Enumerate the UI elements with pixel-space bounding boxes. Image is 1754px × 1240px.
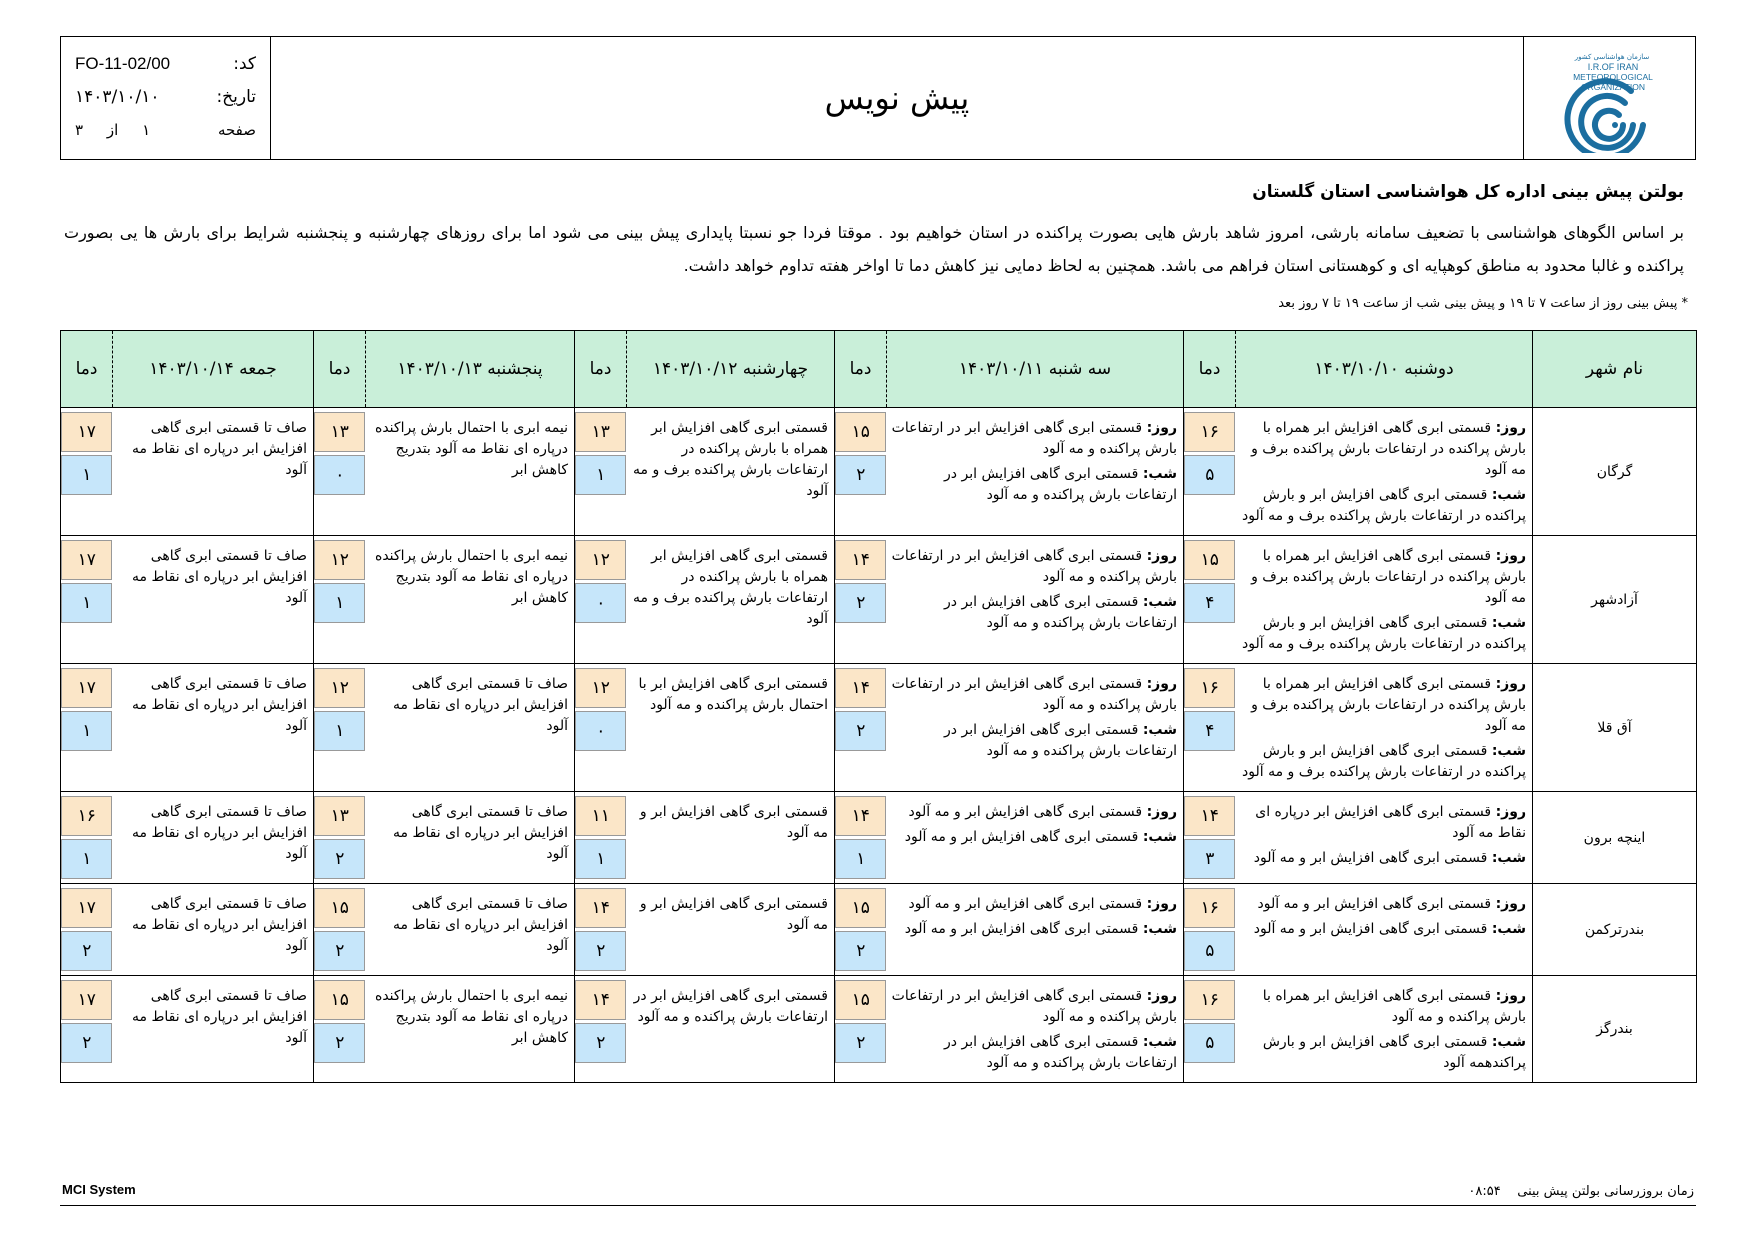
table-row [61,884,1697,976]
temperature-cell [314,884,366,976]
forecast-description [627,408,835,536]
min-temperature: ۵ [1184,1023,1235,1063]
forecast-description [1236,976,1533,1083]
night-forecast [1240,919,1527,940]
max-temperature: ۱۴ [835,668,886,708]
forecast-text: صاف تا قسمتی ابری گاهی افزایش ابر درپاره ای نقاط مه آلود [393,676,568,734]
max-temperature: ۱۳ [314,796,365,836]
temperature-cell [835,792,887,884]
night-label: شب: [1142,594,1177,610]
forecast-description [113,408,314,536]
day-label: روز: [1146,896,1177,912]
forecast-description [113,792,314,884]
logo [1523,37,1695,159]
day-text: قسمتی ابری گاهی افزایش ابر همراه با بارش پراکنده و مه آلود [1262,988,1526,1025]
page-row [75,113,256,146]
temperature-cell [1184,976,1236,1083]
max-temperature: ۱۴ [1184,796,1235,836]
night-label: شب: [1491,850,1526,866]
max-temperature: ۱۲ [575,540,626,580]
forecast-description [113,536,314,664]
forecast-description [627,664,835,792]
min-temperature: ۴ [1184,583,1235,623]
night-text: قسمتی ابری گاهی افزایش ابر و مه آلود [904,829,1139,845]
forecast-description [366,976,575,1083]
max-temperature: ۱۷ [61,412,112,452]
forecast-description [1236,884,1533,976]
min-temperature: ۲ [835,1023,886,1063]
night-forecast [1240,1032,1527,1074]
table-body [61,408,1697,1083]
night-label: شب: [1491,1034,1526,1050]
max-temperature: ۱۲ [314,540,365,580]
min-temperature: ۰ [575,583,626,623]
max-temperature: ۱۷ [61,888,112,928]
forecast-text: نیمه ابری با احتمال بارش پراکنده درپاره ای نقاط مه آلود بتدریج کاهش ابر [375,420,568,478]
min-temperature: ۲ [835,931,886,971]
temperature-cell [314,976,366,1083]
forecast-description [627,792,835,884]
day-label: روز: [1495,804,1526,820]
min-temperature: ۲ [835,583,886,623]
max-temperature: ۱۵ [835,412,886,452]
footer-divider [60,1205,1696,1206]
min-temperature: ۱ [61,711,112,751]
night-text: قسمتی ابری گاهی افزایش ابر در ارتفاعات بارش پراکنده و مه آلود [944,594,1177,631]
day-label: روز: [1146,548,1177,564]
forecast-description [1236,792,1533,884]
day-label: روز: [1495,896,1526,912]
day-text: قسمتی ابری گاهی افزایش ابر و مه آلود [908,804,1143,820]
forecast-description [887,408,1184,536]
forecast-description [1236,536,1533,664]
date-row [75,80,256,113]
city-name: اینچه برون [1533,792,1697,884]
forecast-text: قسمتی ابری گاهی افزایش ابر همراه با بارش پراکنده در ارتفاعات بارش پراکنده برف و مه آلود [633,548,828,627]
forecast-text: قسمتی ابری گاهی افزایش ابر و مه آلود [639,804,828,841]
night-label: شب: [1142,466,1177,482]
day-forecast [891,802,1178,823]
day-label: روز: [1495,548,1526,564]
forecast-description [887,976,1184,1083]
bulletin-title: بولتن پیش بینی اداره کل هواشناسی استان گلستان [1252,182,1684,202]
night-text: قسمتی ابری گاهی افزایش ابر و بارش پراکنده در ارتفاعات بارش پراکنده برف و مه آلود [1242,487,1526,524]
night-text: قسمتی ابری گاهی افزایش ابر در ارتفاعات بارش پراکنده و مه آلود [944,722,1177,759]
min-temperature: ۲ [835,711,886,751]
min-temperature: ۱ [314,583,365,623]
max-temperature: ۱۴ [575,888,626,928]
footer-update-time: ۰۸:۵۴ [1468,1184,1501,1199]
table-header-row [61,331,1697,408]
min-temperature: ۰ [314,455,365,495]
min-temperature: ۱ [61,839,112,879]
night-text: قسمتی ابری گاهی افزایش ابر در ارتفاعات بارش پراکنده و مه آلود [944,466,1177,503]
forecast-text: صاف تا قسمتی ابری گاهی افزایش ابر درپاره ای نقاط مه آلود [132,676,307,734]
temp-column-header: دما [314,331,366,408]
logo-line3: ORGANIZATION [1580,82,1645,92]
max-temperature: ۱۴ [835,540,886,580]
night-text: قسمتی ابری گاهی افزایش ابر و مه آلود [1253,921,1488,937]
forecast-description [113,664,314,792]
code-row [75,47,256,80]
temperature-cell [314,792,366,884]
day-label: روز: [1495,988,1526,1004]
max-temperature: ۱۴ [835,796,886,836]
logo-line2: METEOROLOGICAL [1572,72,1653,82]
day-forecast [1240,418,1527,481]
max-temperature: ۱۵ [314,980,365,1020]
day-text: قسمتی ابری گاهی افزایش ابر در ارتفاعات بارش پراکنده و مه آلود [891,676,1177,713]
night-forecast [891,827,1178,848]
forecast-text: صاف تا قسمتی ابری گاهی افزایش ابر درپاره ای نقاط مه آلود [393,896,568,954]
min-temperature: ۲ [314,839,365,879]
night-forecast [891,592,1178,634]
temperature-cell [835,408,887,536]
night-forecast [1240,613,1527,655]
page-label: صفحه [217,120,256,139]
document-header [60,36,1696,160]
temperature-cell [61,536,113,664]
city-name: آزادشهر [1533,536,1697,664]
min-temperature: ۱ [61,583,112,623]
city-column-header: نام شهر [1533,331,1697,408]
max-temperature: ۱۵ [1184,540,1235,580]
day-text: قسمتی ابری گاهی افزایش ابر در ارتفاعات بارش پراکنده و مه آلود [891,420,1177,457]
day-text: قسمتی ابری گاهی افزایش ابر و مه آلود [908,896,1143,912]
forecast-text: صاف تا قسمتی ابری گاهی افزایش ابر درپاره ای نقاط مه آلود [132,548,307,606]
forecast-description [366,664,575,792]
table-row [61,976,1697,1083]
forecast-description [366,408,575,536]
max-temperature: ۱۵ [835,888,886,928]
date-label: تاریخ: [216,86,256,107]
temperature-cell [61,884,113,976]
forecast-description [366,792,575,884]
night-label: شب: [1491,743,1526,759]
city-name: بندرترکمن [1533,884,1697,976]
day-label: روز: [1495,676,1526,692]
night-text: قسمتی ابری گاهی افزایش ابر و بارش پراکنده در ارتفاعات بارش پراکنده برف و مه آلود [1242,615,1526,652]
temperature-cell [61,664,113,792]
temperature-cell [314,408,366,536]
temperature-cell [575,884,627,976]
day-column-header: پنجشنبه ۱۴۰۳/۱۰/۱۳ [366,331,575,408]
min-temperature: ۵ [1184,931,1235,971]
temperature-cell [314,536,366,664]
forecast-text: صاف تا قسمتی ابری گاهی افزایش ابر درپاره ای نقاط مه آلود [132,420,307,478]
min-temperature: ۲ [314,1023,365,1063]
max-temperature: ۱۶ [1184,888,1235,928]
temp-column-header: دما [1184,331,1236,408]
page-of: از [106,120,119,139]
table-row [61,792,1697,884]
logo-text-fa: سازمان هواشناسی کشور [1574,53,1649,61]
intro-text: بر اساس الگوهای هواشناسی با تضعیف سامانه بارشی، امروز شاهد بارش هایی بصورت پراکنده در استان خواهیم بود . موقتا فردا جو نسبتا پایداری پیش بینی می شود اما برای روزهای چهارشنبه و پنجشنبه شرایط برای بارش ها یی بصورت پراکنده و غالبا محدود به مناطق کوهپایه ای و کوهستانی استان فراهم می باشد. همچنین به لحاظ دمایی نیز کاهش دما تا اواخر هفته تداوم خواهد داشت. [64,223,1684,275]
temperature-cell [575,976,627,1083]
forecast-description [887,792,1184,884]
night-text: قسمتی ابری گاهی افزایش ابر و بارش پراکنده در ارتفاعات بارش پراکنده برف و مه آلود [1242,743,1526,780]
min-temperature: ۲ [835,455,886,495]
max-temperature: ۱۴ [575,980,626,1020]
night-label: شب: [1142,1034,1177,1050]
temperature-cell [575,408,627,536]
forecast-text: نیمه ابری با احتمال بارش پراکنده درپاره ای نقاط مه آلود بتدریج کاهش ابر [375,548,568,606]
forecast-description [1236,408,1533,536]
min-temperature: ۳ [1184,839,1235,879]
min-temperature: ۲ [575,931,626,971]
min-temperature: ۱ [835,839,886,879]
city-name: بندرگز [1533,976,1697,1083]
temperature-cell [1184,884,1236,976]
temp-column-header: دما [835,331,887,408]
header-meta [61,37,271,159]
temperature-cell [1184,792,1236,884]
forecast-description [627,976,835,1083]
night-label: شب: [1491,615,1526,631]
day-forecast [891,986,1178,1028]
night-forecast [891,1032,1178,1074]
day-text: قسمتی ابری گاهی افزایش ابر و مه آلود [1257,896,1492,912]
min-temperature: ۵ [1184,455,1235,495]
max-temperature: ۱۷ [61,540,112,580]
day-text: قسمتی ابری گاهی افزایش ابر همراه با بارش پراکنده در ارتفاعات بارش پراکنده برف و مه آلود [1251,676,1526,734]
day-forecast [891,674,1178,716]
footer-system-name: MCI System [62,1182,136,1197]
forecast-description [366,536,575,664]
footer-update-label: زمان بروزرسانی بولتن پیش بینی [1517,1184,1694,1199]
temperature-cell [835,664,887,792]
forecast-table [60,330,1697,1083]
forecast-text: قسمتی ابری گاهی افزایش ابر با احتمال بارش پراکنده و مه آلود [638,676,828,713]
min-temperature: ۱ [575,839,626,879]
temperature-cell [835,884,887,976]
temperature-cell [835,976,887,1083]
page-value: ۱ [142,120,151,139]
table-row [61,536,1697,664]
forecast-text: قسمتی ابری گاهی افزایش ابر و مه آلود [639,896,828,933]
forecast-text: قسمتی ابری گاهی افزایش ابر در ارتفاعات بارش پراکنده و مه آلود [633,988,828,1025]
logo-line1: I.R.OF IRAN [1587,62,1638,72]
min-temperature: ۱ [61,455,112,495]
date-value: ۱۴۰۳/۱۰/۱۰ [75,86,160,107]
max-temperature: ۱۵ [835,980,886,1020]
night-text: قسمتی ابری گاهی افزایش ابر و مه آلود [1253,850,1488,866]
temperature-cell [575,664,627,792]
day-forecast [1240,894,1527,915]
night-forecast [1240,485,1527,527]
table-row [61,408,1697,536]
max-temperature: ۱۷ [61,980,112,1020]
forecast-description [1236,664,1533,792]
day-forecast [891,418,1178,460]
page-number [75,121,150,139]
day-forecast [1240,802,1527,844]
night-forecast [1240,741,1527,783]
night-text: قسمتی ابری گاهی افزایش ابر در ارتفاعات بارش پراکنده و مه آلود [944,1034,1177,1071]
forecast-text: صاف تا قسمتی ابری گاهی افزایش ابر درپاره ای نقاط مه آلود [393,804,568,862]
temperature-cell [61,792,113,884]
forecast-description [113,884,314,976]
code-label: کد: [233,53,256,74]
temperature-cell [575,792,627,884]
forecast-text: نیمه ابری با احتمال بارش پراکنده درپاره ای نقاط مه آلود بتدریج کاهش ابر [375,988,568,1046]
forecast-description [887,884,1184,976]
min-temperature: ۱ [314,711,365,751]
day-label: روز: [1146,804,1177,820]
max-temperature: ۱۳ [314,412,365,452]
day-column-header: چهارشنبه ۱۴۰۳/۱۰/۱۲ [627,331,835,408]
day-column-header: دوشنبه ۱۴۰۳/۱۰/۱۰ [1236,331,1533,408]
forecast-description [627,536,835,664]
min-temperature: ۲ [61,931,112,971]
max-temperature: ۱۱ [575,796,626,836]
min-temperature: ۲ [314,931,365,971]
forecast-description [887,664,1184,792]
code-value: FO-11-02/00 [75,53,171,73]
day-label: روز: [1146,420,1177,436]
day-label: روز: [1146,988,1177,1004]
night-forecast [891,464,1178,506]
temperature-cell [575,536,627,664]
day-text: قسمتی ابری گاهی افزایش ابر درپاره ای نقاط مه آلود [1255,804,1526,841]
temp-column-header: دما [61,331,113,408]
table-row [61,664,1697,792]
max-temperature: ۱۶ [61,796,112,836]
max-temperature: ۱۶ [1184,412,1235,452]
max-temperature: ۱۲ [575,668,626,708]
max-temperature: ۱۶ [1184,668,1235,708]
min-temperature: ۲ [61,1023,112,1063]
temperature-cell [1184,536,1236,664]
night-label: شب: [1491,921,1526,937]
day-forecast [1240,546,1527,609]
day-text: قسمتی ابری گاهی افزایش ابر در ارتفاعات بارش پراکنده و مه آلود [891,548,1177,585]
temperature-cell [61,976,113,1083]
temperature-cell [1184,664,1236,792]
city-name: آق قلا [1533,664,1697,792]
temperature-cell [61,408,113,536]
day-text: قسمتی ابری گاهی افزایش ابر همراه با بارش پراکنده در ارتفاعات بارش پراکنده برف و مه آلود [1251,548,1526,606]
forecast-time-note: * پیش بینی روز از ساعت ۷ تا ۱۹ و پیش بینی شب از ساعت ۱۹ تا ۷ روز بعد [1278,296,1688,311]
max-temperature: ۱۵ [314,888,365,928]
day-column-header: سه شنبه ۱۴۰۳/۱۰/۱۱ [887,331,1184,408]
min-temperature: ۴ [1184,711,1235,751]
forecast-description [627,884,835,976]
night-forecast [891,720,1178,762]
max-temperature: ۱۳ [575,412,626,452]
day-column-header: جمعه ۱۴۰۳/۱۰/۱۴ [113,331,314,408]
min-temperature: ۲ [575,1023,626,1063]
day-text: قسمتی ابری گاهی افزایش ابر همراه با بارش پراکنده در ارتفاعات بارش پراکنده برف و مه آلود [1251,420,1526,478]
city-name: گرگان [1533,408,1697,536]
night-label: شب: [1142,829,1177,845]
forecast-text: قسمتی ابری گاهی افزایش ابر همراه با بارش پراکنده در ارتفاعات بارش پراکنده برف و مه آلود [633,420,828,499]
night-text: قسمتی ابری گاهی افزایش ابر و بارش پراکندهمه آلود [1262,1034,1526,1071]
night-forecast [1240,848,1527,869]
day-label: روز: [1146,676,1177,692]
temp-column-header: دما [575,331,627,408]
min-temperature: ۰ [575,711,626,751]
night-text: قسمتی ابری گاهی افزایش ابر و مه آلود [904,921,1139,937]
night-label: شب: [1142,722,1177,738]
night-label: شب: [1142,921,1177,937]
day-forecast [891,546,1178,588]
forecast-text: صاف تا قسمتی ابری گاهی افزایش ابر درپاره ای نقاط مه آلود [132,804,307,862]
temperature-cell [835,536,887,664]
page-title: پیش نویس [824,79,970,117]
max-temperature: ۱۶ [1184,980,1235,1020]
max-temperature: ۱۷ [61,668,112,708]
forecast-description [113,976,314,1083]
forecast-description [366,884,575,976]
footer-update-info [1468,1184,1694,1199]
forecast-text: صاف تا قسمتی ابری گاهی افزایش ابر درپاره ای نقاط مه آلود [132,896,307,954]
night-forecast [891,919,1178,940]
day-forecast [1240,986,1527,1028]
temperature-cell [314,664,366,792]
temperature-cell [1184,408,1236,536]
page-total: ۳ [75,120,84,139]
day-label: روز: [1495,420,1526,436]
day-forecast [891,894,1178,915]
max-temperature: ۱۲ [314,668,365,708]
min-temperature: ۱ [575,455,626,495]
meteorological-logo-icon [1535,43,1685,153]
night-label: شب: [1491,487,1526,503]
forecast-description [887,536,1184,664]
day-text: قسمتی ابری گاهی افزایش ابر در ارتفاعات بارش پراکنده و مه آلود [891,988,1177,1025]
day-forecast [1240,674,1527,737]
forecast-text: صاف تا قسمتی ابری گاهی افزایش ابر درپاره ای نقاط مه آلود [132,988,307,1046]
